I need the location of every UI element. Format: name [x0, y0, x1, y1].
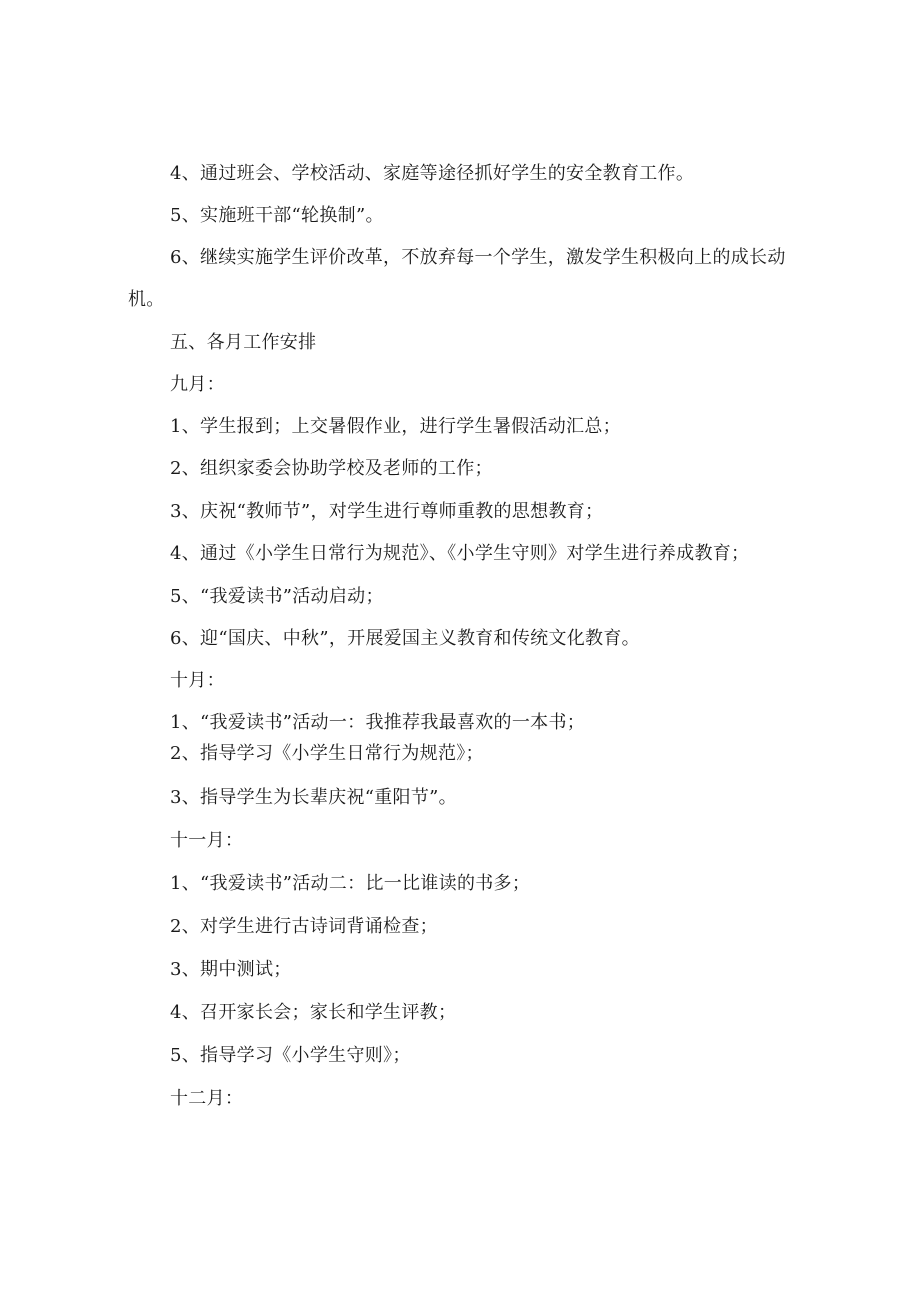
section-heading-monthly-plan: 五、各月工作安排: [170, 332, 317, 353]
october-item-2: 2、指导学习《小学生日常行为规范》；: [170, 743, 484, 764]
paragraph-safety-education: 4、通过班会、学校活动、家庭等途径抓好学生的安全教育工作。: [170, 163, 695, 184]
month-heading-october: 十月：: [170, 670, 225, 691]
september-item-4: 4、通过《小学生日常行为规范》、《小学生守则》对学生进行养成教育；: [170, 543, 750, 564]
month-heading-december: 十二月：: [170, 1088, 244, 1109]
paragraph-evaluation-reform: 6、继续实施学生评价改革，不放弃每一个学生，激发学生积极向上的成长动: [170, 247, 786, 268]
october-item-3: 3、指导学生为长辈庆祝“重阳节”。: [170, 787, 457, 808]
september-item-5: 5、“我爱读书”活动启动；: [170, 586, 384, 607]
october-item-1: 1、“我爱读书”活动一：我推荐我最喜欢的一本书；: [170, 712, 586, 733]
paragraph-class-cadre-rotation: 5、实施班干部“轮换制”。: [170, 205, 384, 226]
paragraph-evaluation-reform-continued: 机。: [128, 289, 165, 310]
september-item-6: 6、迎“国庆、中秋”，开展爱国主义教育和传统文化教育。: [170, 628, 640, 649]
month-heading-november: 十一月：: [170, 830, 244, 851]
november-item-5: 5、指导学习《小学生守则》；: [170, 1045, 411, 1066]
november-item-2: 2、对学生进行古诗词背诵检查；: [170, 916, 438, 937]
november-item-3: 3、期中测试；: [170, 959, 292, 980]
september-item-3: 3、庆祝“教师节”，对学生进行尊师重教的思想教育；: [170, 501, 604, 522]
september-item-2: 2、组织家委会协助学校及老师的工作；: [170, 458, 493, 479]
november-item-1: 1、“我爱读书”活动二：比一比谁读的书多；: [170, 873, 531, 894]
month-heading-september: 九月：: [170, 374, 225, 395]
november-item-4: 4、召开家长会；家长和学生评教；: [170, 1002, 457, 1023]
september-item-1: 1、学生报到；上交暑假作业，进行学生暑假活动汇总；: [170, 416, 621, 437]
